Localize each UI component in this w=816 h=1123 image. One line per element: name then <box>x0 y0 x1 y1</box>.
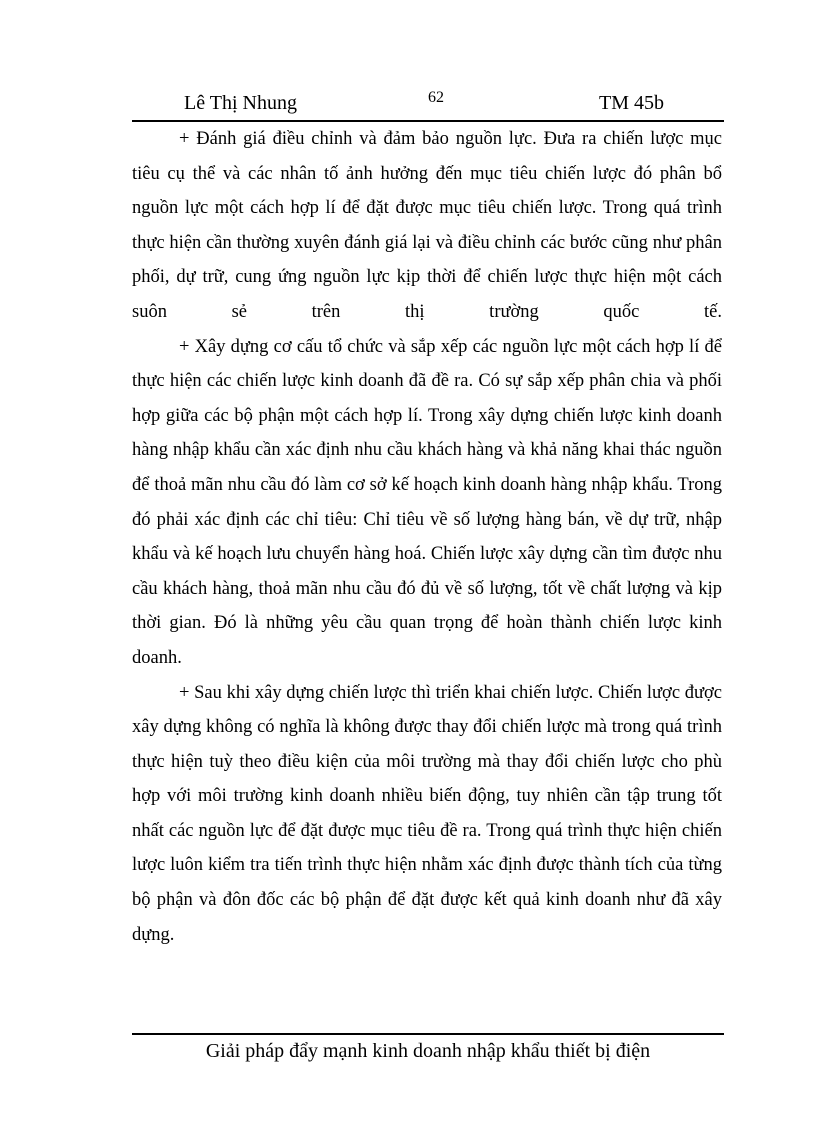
paragraph-resource-evaluation: + Đánh giá điều chỉnh và đảm bảo nguồn lực. Đưa ra chiến lược mục tiêu cụ thể và các nhân tố ảnh hưởng đến mục tiêu chiến lược đó phân bổ nguồn lực một cách hợp lí để đặt được mục tiêu chiến lược. Trong quá trình thực hiện cần thường xuyên đánh giá lại và điều chỉnh các bước cũng như phân phối, dự trữ, cung ứng nguồn lực kịp thời để chiến lược thực hiện một cách suôn sẻ trên thị trường quốc tế. <box>132 129 722 322</box>
page-footer: Giải pháp đẩy mạnh kinh doanh nhập khẩu thiết bị điện <box>205 1040 651 1062</box>
footer-divider <box>132 1033 724 1035</box>
class-code: TM 45b <box>599 92 664 114</box>
paragraph-strategy-implementation: + Sau khi xây dựng chiến lược thì triển khai chiến lược. Chiến lược được xây dựng không có nghĩa là không được thay đổi chiến lược mà trong quá trình thực hiện tuỳ theo điều kiện của môi trường mà thay đổi chiến lược cho phù hợp với môi trường kinh doanh nhiều biến động, tuy nhiên cần tập trung tốt nhất các nguồn lực để đặt được mục tiêu đề ra. Trong quá trình thực hiện chiến lược luôn kiểm tra tiến trình thực hiện nhằm xác định được thành tích của từng bộ phận và đôn đốc các bộ phận để đặt được kết quả kinh doanh như đã xây dựng. <box>132 682 722 945</box>
document-body <box>132 122 722 952</box>
page-header <box>132 86 724 122</box>
author-name: Lê Thị Nhung <box>184 92 297 114</box>
page-number: 62 <box>428 89 444 106</box>
paragraph-organization-structure: + Xây dựng cơ cấu tổ chức và sắp xếp các nguồn lực một cách hợp lí để thực hiện các chiến lược kinh doanh đã đề ra. Có sự sắp xếp phân chia và phối hợp giữa các bộ phận một cách hợp lí. Trong xây dựng chiến lược kinh doanh hàng nhập khẩu cần xác định nhu cầu khách hàng và khả năng khai thác nguồn để thoả mãn nhu cầu đó làm cơ sở kế hoạch kinh doanh hàng nhập khẩu. Trong đó phải xác định các chỉ tiêu: Chỉ tiêu về số lượng hàng bán, về dự trữ, nhập khẩu và kế hoạch lưu chuyển hàng hoá. Chiến lược xây dựng cần tìm được nhu cầu khách hàng, thoả mãn nhu cầu đó đủ về số lượng, tốt về chất lượng và kịp thời gian. Đó là những yêu cầu quan trọng để hoàn thành chiến lược kinh doanh. <box>132 336 722 668</box>
